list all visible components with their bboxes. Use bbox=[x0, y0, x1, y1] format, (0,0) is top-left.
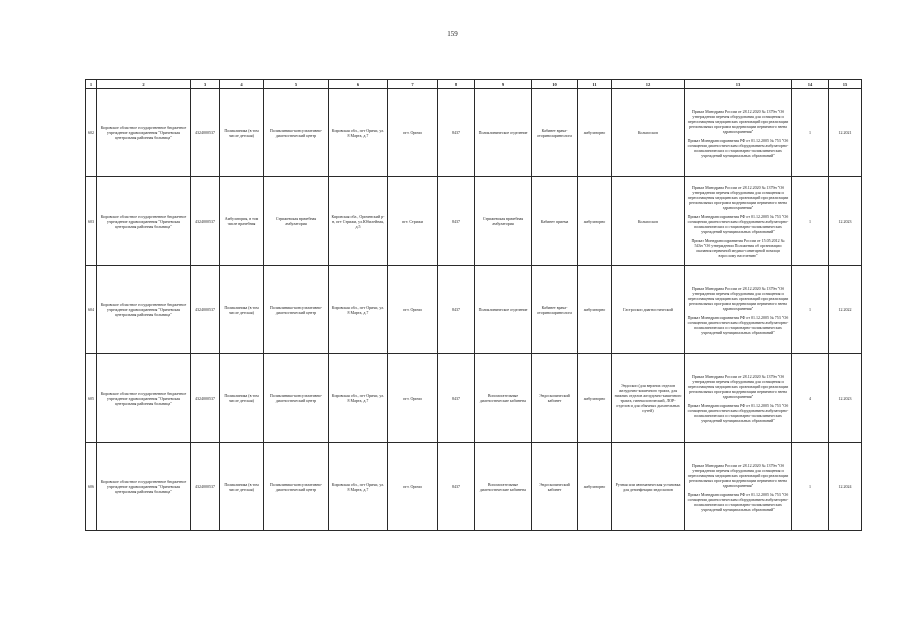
table-row bbox=[86, 354, 862, 443]
row-number: 605 bbox=[86, 354, 97, 443]
structural-unit-cell: Поликлинико-консультативно-диагностический центр bbox=[264, 89, 329, 177]
regulation-cell bbox=[685, 443, 792, 531]
column-number: 3 bbox=[191, 80, 220, 89]
regulation-cell bbox=[685, 354, 792, 443]
equipment-cell: Эндоскоп (для верхних отделов желудочно-кишечного тракта, для нижних отделов желудочно-кишечного тракта, гинекологический, ЛОР-отделов и для обычных дыхательных путей) bbox=[612, 354, 685, 443]
regulation-paragraph: Приказ Минздравсоцразвития РФ от 01.12.2005 № 753 "Об оснащении диагностическим оборудованием амбулаторно-поликлинических и стационарно-поликлинических учреждений муниципальных образований" bbox=[687, 314, 789, 335]
organization-cell: Кировское областное государственное бюджетное учреждение здравоохранения "Оричевская центральная районная больница" bbox=[97, 443, 191, 531]
address-cell: Кировская обл., пгт Оричи, ул. 8 Марта, д.7 bbox=[329, 354, 388, 443]
settlement-cell: пгт. Оричи bbox=[388, 354, 438, 443]
column-number: 12 bbox=[612, 80, 685, 89]
inn-cell: 4324000537 bbox=[191, 443, 220, 531]
regulation-cell bbox=[685, 89, 792, 177]
column-number: 13 bbox=[685, 80, 792, 89]
column-number: 2 bbox=[97, 80, 191, 89]
care-mode-cell: амбулаторно bbox=[578, 177, 612, 266]
population-cell: 8437 bbox=[438, 354, 475, 443]
room-cell: Кабинет приема bbox=[532, 177, 578, 266]
address-cell: Кировская обл., пгт Оричи, ул. 8 Марта, д.7 bbox=[329, 89, 388, 177]
row-number: 606 bbox=[86, 443, 97, 531]
population-cell: 8437 bbox=[438, 177, 475, 266]
structural-unit-cell: Стрижевская врачебная амбулатория bbox=[264, 177, 329, 266]
settlement-cell: пгт. Оричи bbox=[388, 266, 438, 354]
column-number: 15 bbox=[829, 80, 862, 89]
population-cell: 8437 bbox=[438, 89, 475, 177]
column-number: 14 bbox=[792, 80, 829, 89]
organization-cell: Кировское областное государственное бюджетное учреждение здравоохранения "Оричевская центральная районная больница" bbox=[97, 354, 191, 443]
structural-unit-cell: Поликлинико-консультативно-диагностический центр bbox=[264, 354, 329, 443]
column-number-row bbox=[86, 80, 862, 89]
row-number: 602 bbox=[86, 89, 97, 177]
quantity-cell: 1 bbox=[792, 266, 829, 354]
room-cell: Кабинет врача-оториноларинголога bbox=[532, 89, 578, 177]
row-number: 603 bbox=[86, 177, 97, 266]
regulation-paragraph: Приказ Минздравсоцразвития России от 15.05.2012 № 543н "Об утверждении Положения об организации оказания первичной медико-санитарной помощи взрослому населению" bbox=[691, 238, 785, 258]
column-number: 8 bbox=[438, 80, 475, 89]
care-mode-cell: амбулаторно bbox=[578, 354, 612, 443]
table-row bbox=[86, 266, 862, 354]
organization-cell: Кировское областное государственное бюджетное учреждение здравоохранения "Оричевская центральная районная больница" bbox=[97, 89, 191, 177]
table-row bbox=[86, 443, 862, 531]
facility-type-cell: Поликлиника (в том числе детская) bbox=[220, 443, 264, 531]
regulation-paragraph: Приказ Минздравсоцразвития РФ от 01.12.2005 № 753 "Об оснащении диагностическим оборудованием амбулаторно-поликлинических и стационарно-поликлинических учреждений муниципальных образований" bbox=[687, 214, 789, 234]
date-cell: 12.2023 bbox=[829, 177, 862, 266]
settlement-cell: пгт. Оричи bbox=[388, 89, 438, 177]
facility-type-cell: Поликлиника (в том числе детская) bbox=[220, 266, 264, 354]
regulation-cell bbox=[685, 177, 792, 266]
address-cell: Кировская обл., пгт Оричи, ул. 8 Марта, д.7 bbox=[329, 443, 388, 531]
quantity-cell: 4 bbox=[792, 354, 829, 443]
table-row bbox=[86, 177, 862, 266]
regulation-paragraph: Приказ Минздрава России от 28.12.2020 № 1379н "Об утверждении перечня оборудования для оснащения и переоснащения медицинских организаций при реализации региональных программ модернизации первичного звена здравоохранения" bbox=[687, 185, 789, 210]
department-cell: Стрижевская врачебная амбулатория bbox=[475, 177, 532, 266]
department-cell: Вспомогательные диагностические кабинеты bbox=[475, 443, 532, 531]
care-mode-cell: амбулаторно bbox=[578, 443, 612, 531]
row-number: 604 bbox=[86, 266, 97, 354]
column-number: 4 bbox=[220, 80, 264, 89]
organization-cell: Кировское областное государственное бюджетное учреждение здравоохранения "Оричевская центральная районная больница" bbox=[97, 177, 191, 266]
equipment-cell: Ручная или автоматическая установка для дезинфекции эндоскопов bbox=[612, 443, 685, 531]
room-cell: Эндоскопический кабинет bbox=[532, 354, 578, 443]
date-cell: 12.2021 bbox=[829, 89, 862, 177]
equipment-cell: Гастроскоп диагностический bbox=[612, 266, 685, 354]
column-number: 6 bbox=[329, 80, 388, 89]
column-number: 1 bbox=[86, 80, 97, 89]
equipment-cell: Кольпоскоп bbox=[612, 177, 685, 266]
regulation-cell bbox=[685, 266, 792, 354]
date-cell: 12.2024 bbox=[829, 443, 862, 531]
population-cell: 8437 bbox=[438, 266, 475, 354]
regulation-paragraph: Приказ Минздрава России от 28.12.2020 № 1379н "Об утверждении перечня оборудования для оснащения и переоснащения медицинских организаций при реализации региональных программ модернизации первичного звена здравоохранения" bbox=[687, 108, 789, 134]
care-mode-cell: амбулаторно bbox=[578, 266, 612, 354]
regulation-paragraph: Приказ Минздравсоцразвития РФ от 01.12.2005 № 753 "Об оснащении диагностическим оборудованием амбулаторно-поликлинических и стационарно-поликлинических учреждений муниципальных образований" bbox=[687, 491, 789, 512]
quantity-cell: 1 bbox=[792, 443, 829, 531]
settlement-cell: пгт. Оричи bbox=[388, 443, 438, 531]
regulation-paragraph: Приказ Минздрава России от 28.12.2020 № 1379н "Об утверждении перечня оборудования для оснащения и переоснащения медицинских организаций при реализации региональных программ модернизации первичного звена здравоохранения" bbox=[687, 285, 789, 311]
regulation-paragraph: Приказ Минздрава России от 28.12.2020 № 1379н "Об утверждении перечня оборудования для оснащения и переоснащения медицинских организаций при реализации региональных программ модернизации первичного звена здравоохранения" bbox=[687, 374, 789, 399]
facility-type-cell: Амбулатория, в том числе врачебная bbox=[220, 177, 264, 266]
inn-cell: 4324000537 bbox=[191, 266, 220, 354]
regulation-paragraph: Приказ Минздравсоцразвития РФ от 01.12.2005 № 753 "Об оснащении диагностическим оборудованием амбулаторно-поликлинических и стационарно-поликлинических учреждений муниципальных образований" bbox=[687, 403, 789, 423]
inn-cell: 4324000537 bbox=[191, 177, 220, 266]
department-cell: Поликлиническое отделение bbox=[475, 89, 532, 177]
regulation-paragraph: Приказ Минздравсоцразвития РФ от 01.12.2005 № 753 "Об оснащении диагностическим оборудованием амбулаторно-поликлинических и стационарно-поликлинических учреждений муниципальных образований" bbox=[687, 137, 789, 158]
structural-unit-cell: Поликлинико-консультативно-диагностический центр bbox=[264, 266, 329, 354]
inn-cell: 4324000537 bbox=[191, 354, 220, 443]
quantity-cell: 1 bbox=[792, 89, 829, 177]
facility-type-cell: Поликлиника (в том числе детская) bbox=[220, 354, 264, 443]
regulation-paragraph: Приказ Минздрава России от 28.12.2020 № 1379н "Об утверждении перечня оборудования для оснащения и переоснащения медицинских организаций при реализации региональных программ модернизации первичного звена здравоохранения" bbox=[687, 462, 789, 488]
column-number: 9 bbox=[475, 80, 532, 89]
care-mode-cell: амбулаторно bbox=[578, 89, 612, 177]
settlement-cell: пгт. Стрижи bbox=[388, 177, 438, 266]
column-number: 7 bbox=[388, 80, 438, 89]
facility-type-cell: Поликлиника (в том числе детская) bbox=[220, 89, 264, 177]
column-number: 11 bbox=[578, 80, 612, 89]
column-number: 5 bbox=[264, 80, 329, 89]
organization-cell: Кировское областное государственное бюджетное учреждение здравоохранения "Оричевская центральная районная больница" bbox=[97, 266, 191, 354]
structural-unit-cell: Поликлинико-консультативно-диагностический центр bbox=[264, 443, 329, 531]
date-cell: 12.2023 bbox=[829, 354, 862, 443]
column-number: 10 bbox=[532, 80, 578, 89]
equipment-register-table bbox=[85, 79, 862, 531]
address-cell: Кировская обл., Оричевский р-н, пгт Стрижи, ул.Юбилейная, д.5 bbox=[329, 177, 388, 266]
quantity-cell: 1 bbox=[792, 177, 829, 266]
date-cell: 12.2022 bbox=[829, 266, 862, 354]
department-cell: Поликлиническое отделение bbox=[475, 266, 532, 354]
population-cell: 8437 bbox=[438, 443, 475, 531]
inn-cell: 4324000537 bbox=[191, 89, 220, 177]
address-cell: Кировская обл., пгт Оричи, ул. 8 Марта, д.7 bbox=[329, 266, 388, 354]
equipment-cell: Кольпоскоп bbox=[612, 89, 685, 177]
room-cell: Кабинет врача-оториноларинголога bbox=[532, 266, 578, 354]
page-number: 159 bbox=[447, 30, 458, 38]
table-row bbox=[86, 89, 862, 177]
room-cell: Эндоскопический кабинет bbox=[532, 443, 578, 531]
department-cell: Вспомогательные диагностические кабинеты bbox=[475, 354, 532, 443]
